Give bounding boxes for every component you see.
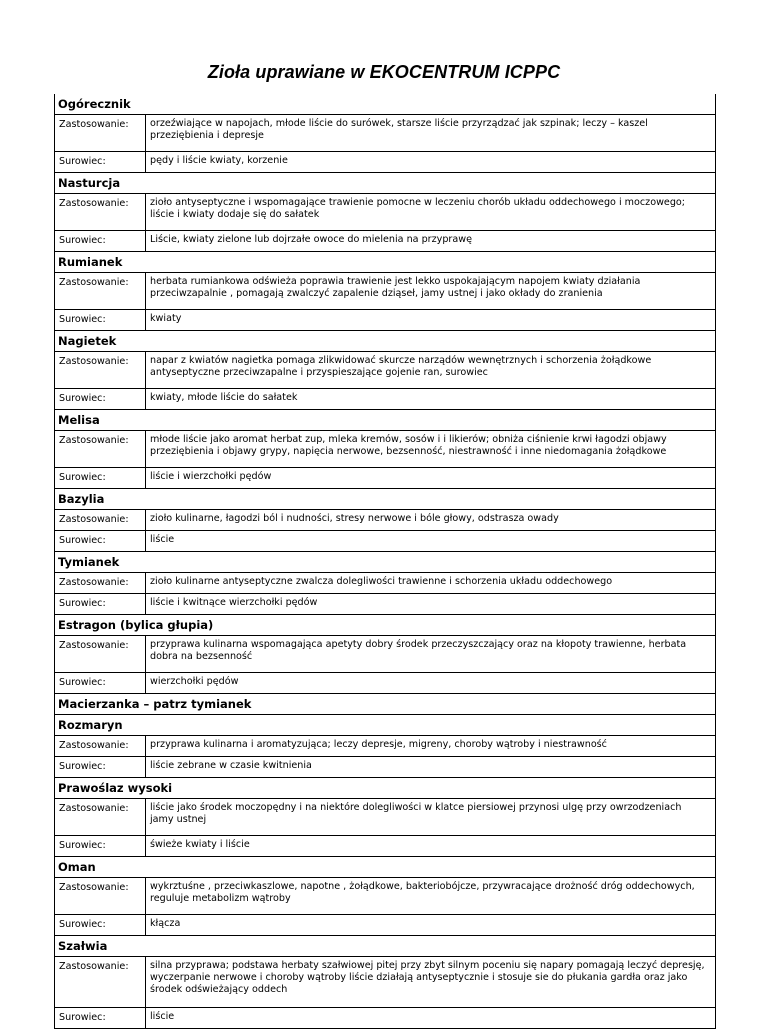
row-value: herbata rumiankowa odświeża poprawia trawienie jest lekko uspokajającym napojem kwiaty działania przeciwzapalnie , pomagają zwalczyć zapalenie dziąseł, jamy ustnej i jako okłady do zranienia — [150, 276, 641, 299]
row-label: Surowiec: — [55, 152, 146, 172]
row-label: Zastosowanie: — [55, 878, 146, 914]
herb-name: Rozmaryn — [55, 714, 715, 735]
herb-name: Macierzanka – patrz tymianek — [55, 693, 715, 714]
row-value: wykrztuśne , przeciwkaszlowe, napotne , żołądkowe, bakteriobójcze, przywracające drożność dróg oddechowych, reguluje metabolizm wątroby — [150, 881, 695, 904]
use-row — [55, 509, 715, 530]
herb-name: Rumianek — [55, 251, 715, 272]
row-label: Surowiec: — [55, 310, 146, 330]
herb-name: Nagietek — [55, 330, 715, 351]
use-row — [55, 735, 715, 756]
row-value: liście — [150, 1011, 175, 1022]
row-value: Liście, kwiaty zielone lub dojrzałe owoce do mielenia na przyprawę — [150, 234, 472, 245]
row-value: napar z kwiatów nagietka pomaga zlikwidować skurcze narządów wewnętrznych i schorzenia żołądkowe antyseptyczne przeciwzapalne i przyspieszające gojenie ran, surowiec — [150, 355, 652, 378]
use-row — [55, 351, 715, 388]
row-value: pędy i liście kwiaty, korzenie — [150, 155, 288, 166]
row-label: Zastosowanie: — [55, 573, 146, 593]
row-value: kwiaty, młode liście do sałatek — [150, 392, 298, 403]
herb-section — [55, 777, 715, 856]
row-label: Surowiec: — [55, 389, 146, 409]
herb-name: Tymianek — [55, 551, 715, 572]
page-title: Zioła uprawiane w EKOCENTRUM ICPPC — [207, 62, 561, 82]
use-row — [55, 572, 715, 593]
herb-section — [55, 94, 715, 172]
row-value: świeże kwiaty i liście — [150, 839, 250, 850]
row-label: Surowiec: — [55, 673, 146, 693]
herb-name: Ogórecznik — [58, 97, 131, 111]
row-label: Zastosowanie: — [55, 636, 146, 672]
row-label: Surowiec: — [55, 594, 146, 614]
row-label: Surowiec: — [55, 1008, 146, 1028]
row-value: liście — [150, 534, 175, 545]
row-value: zioło kulinarne antyseptyczne zwalcza dolegliwości trawienne i schorzenia układu oddechowego — [150, 576, 613, 587]
row-label: Surowiec: — [55, 531, 146, 551]
row-label: Zastosowanie: — [55, 510, 146, 530]
herb-section — [55, 409, 715, 488]
herb-name: Oman — [55, 856, 715, 877]
row-value: kwiaty — [150, 313, 182, 324]
row-label: Zastosowanie: — [55, 736, 146, 756]
row-label: Zastosowanie: — [55, 115, 146, 151]
herb-name: Szałwia — [55, 935, 715, 956]
row-label: Surowiec: — [55, 757, 146, 777]
herb-name: Prawoślaz wysoki — [55, 777, 715, 798]
material-row — [55, 672, 715, 693]
material-row — [55, 467, 715, 488]
herb-section — [55, 693, 715, 714]
row-value: wierzchołki pędów — [150, 676, 239, 687]
material-row — [55, 835, 715, 856]
herb-section — [55, 251, 715, 330]
row-value: zioło antyseptyczne i wspomagające trawienie pomocne w leczeniu chorób układu oddechowego i moczowego; liście i kwiaty dodaje się do sałatek — [150, 197, 686, 220]
herb-table — [54, 94, 716, 1029]
row-label: Surowiec: — [55, 468, 146, 488]
material-row — [55, 530, 715, 551]
herb-section — [55, 856, 715, 935]
row-value: silna przyprawa; podstawa herbaty szałwiowej pitej przy zbyt silnym poceniu się napary pomagają leczyć depresję, wyczerpanie nerwowe i choroby wątroby liście działają antyseptycznie i stosuje sie do płukania gardła oraz jako środek odświeżający oddech — [150, 960, 705, 995]
herb-section — [55, 714, 715, 777]
row-label: Zastosowanie: — [55, 799, 146, 835]
use-row — [55, 877, 715, 914]
material-row — [55, 388, 715, 409]
row-label: Zastosowanie: — [55, 957, 146, 1007]
herb-section — [55, 330, 715, 409]
row-value: orzeźwiające w napojach, młode liście do surówek, starsze liście przyrządzać jak szpinak; leczy – kaszel przeziębienia i depresje — [150, 118, 648, 141]
row-value: młode liście jako aromat herbat zup, mleka kremów, sosów i i likierów; obniża ciśnienie krwi łagodzi objawy przeziębienia i objawy grypy, napięcia nerwowe, bezsenność, niestrawność i inne niedomagania żołądkowe — [150, 434, 667, 457]
herb-section — [55, 172, 715, 251]
row-label: Zastosowanie: — [55, 194, 146, 230]
material-row — [55, 1007, 715, 1028]
row-value: liście i kwitnące wierzchołki pędów — [150, 597, 318, 608]
row-label: Zastosowanie: — [55, 431, 146, 467]
row-label: Zastosowanie: — [55, 352, 146, 388]
material-row — [55, 914, 715, 935]
use-row — [55, 956, 715, 1007]
herb-section — [55, 488, 715, 551]
herb-name: Estragon (bylica głupia) — [55, 614, 715, 635]
row-label: Surowiec: — [55, 231, 146, 251]
row-value: kłącza — [150, 918, 181, 929]
row-value: liście i wierzchołki pędów — [150, 471, 272, 482]
row-value: przyprawa kulinarna i aromatyzująca; leczy depresje, migreny, choroby wątroby i niestrawność — [150, 739, 607, 750]
herb-section — [55, 614, 715, 693]
row-label: Zastosowanie: — [55, 273, 146, 309]
use-row — [55, 193, 715, 230]
use-row — [55, 430, 715, 467]
use-row — [55, 798, 715, 835]
herb-name: Melisa — [55, 409, 715, 430]
row-label: Surowiec: — [55, 915, 146, 935]
herb-name: Bazylia — [55, 488, 715, 509]
material-row — [55, 230, 715, 251]
row-value: liście zebrane w czasie kwitnienia — [150, 760, 312, 771]
row-value: liście jako środek moczopędny i na niektóre dolegliwości w klatce piersiowej przynosi ulgę przy owrzodzeniach jamy ustnej — [150, 802, 682, 825]
row-value: przyprawa kulinarna wspomagająca apetyty dobry środek przeczyszczający oraz na kłopoty trawienne, herbata dobra na bezsenność — [150, 639, 687, 662]
material-row — [55, 309, 715, 330]
use-row — [55, 635, 715, 672]
row-label: Surowiec: — [55, 836, 146, 856]
material-row — [55, 593, 715, 614]
herb-name: Nasturcja — [55, 172, 715, 193]
row-value: zioło kulinarne, łagodzi ból i nudności, stresy nerwowe i bóle głowy, odstrasza owady — [150, 513, 559, 524]
material-row — [55, 151, 715, 172]
herb-section — [55, 551, 715, 614]
herb-section — [55, 935, 715, 1028]
use-row — [55, 272, 715, 309]
use-row — [55, 114, 715, 151]
material-row — [55, 756, 715, 777]
